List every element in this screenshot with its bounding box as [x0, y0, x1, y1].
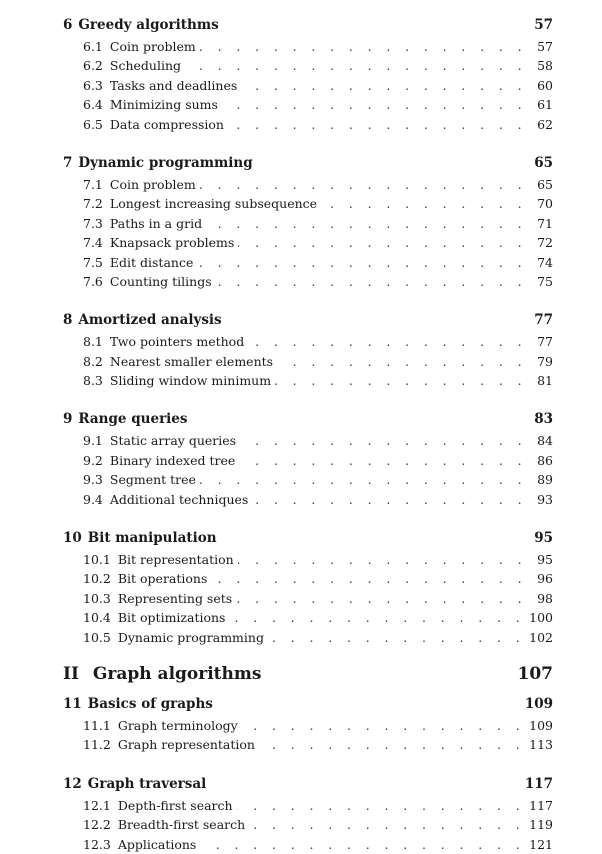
dot-leader [277, 352, 527, 371]
section-number: 10.3 [83, 590, 111, 606]
dot-leader [321, 194, 527, 213]
dot-leader [236, 589, 527, 608]
chapter-number: 10 [63, 530, 82, 547]
chapter-block [63, 408, 553, 527]
dot-leader [238, 233, 527, 252]
section-page-number: 75 [537, 273, 553, 289]
chapter-title: Dynamic programming [78, 154, 253, 171]
section-number: 6.4 [83, 97, 103, 113]
chapter-page-number: 65 [534, 154, 553, 171]
section-title: Graph terminology [117, 717, 238, 733]
section-title: Additional techniques [109, 491, 249, 507]
dot-leader [238, 550, 527, 569]
chapter-block [63, 14, 553, 152]
section-number: 8.3 [83, 373, 103, 389]
section-entry[interactable] [63, 76, 553, 95]
section-entry[interactable] [63, 253, 553, 272]
section-page-number: 100 [529, 610, 553, 626]
chapter-page-number: 109 [524, 695, 553, 712]
section-title: Coin problem [109, 39, 196, 54]
section-entry[interactable] [63, 796, 553, 815]
section-title: Dynamic programming [117, 629, 264, 645]
section-page-number: 81 [537, 373, 553, 389]
part-page-number: 107 [517, 663, 553, 684]
chapter-block [63, 152, 553, 309]
dot-leader [216, 272, 527, 291]
section-entry[interactable] [63, 332, 553, 351]
chapter-number: 7 [63, 154, 73, 171]
section-title: Bit operations [117, 571, 208, 587]
chapter-block [63, 693, 553, 773]
section-number: 7.3 [83, 215, 103, 231]
chapter-entry[interactable] [63, 693, 553, 716]
chapter-number: 9 [63, 411, 73, 428]
section-page-number: 61 [537, 97, 553, 113]
section-title: Bit optimizations [117, 610, 226, 626]
section-entry[interactable] [63, 95, 553, 114]
section-title: Scheduling [109, 58, 182, 74]
dot-leader [259, 735, 525, 754]
section-page-number: 109 [529, 717, 553, 733]
section-entry[interactable] [63, 214, 553, 233]
dot-leader [237, 796, 526, 815]
section-number: 9.2 [83, 452, 103, 468]
dot-leader [200, 470, 527, 489]
dot-leader [240, 431, 527, 450]
chapter-title: Basics of graphs [87, 695, 213, 712]
chapter-spacer [63, 291, 553, 309]
section-number: 7.5 [83, 254, 103, 270]
chapter-page-number: 95 [534, 530, 553, 547]
section-page-number: 119 [529, 817, 553, 833]
chapter-block [63, 309, 553, 408]
section-title: Breadth-first search [117, 817, 246, 833]
section-title: Static array queries [109, 433, 237, 449]
chapter-entry[interactable] [63, 408, 553, 431]
dot-leader [229, 608, 525, 627]
section-title: Applications [117, 836, 197, 852]
section-number: 9.4 [83, 491, 103, 507]
chapter-number: 6 [63, 17, 73, 33]
section-page-number: 62 [537, 116, 553, 132]
section-entry[interactable] [63, 233, 553, 252]
section-number: 11.2 [83, 737, 111, 753]
dot-leader [239, 451, 527, 470]
chapter-spacer [63, 755, 553, 773]
chapter-spacer [63, 134, 553, 152]
chapter-entry[interactable] [63, 773, 553, 796]
dot-leader [222, 95, 527, 114]
chapter-number: 12 [63, 775, 82, 792]
section-page-number: 93 [537, 491, 553, 507]
section-title: Knapsack problems [109, 235, 235, 251]
section-title: Segment tree [109, 472, 196, 488]
section-number: 12.3 [83, 836, 111, 852]
section-page-number: 70 [537, 196, 553, 212]
dot-leader [200, 175, 527, 194]
section-number: 7.1 [83, 176, 103, 192]
section-page-number: 60 [537, 77, 553, 93]
section-page-number: 77 [537, 334, 553, 350]
chapter-block [63, 527, 553, 647]
chapter-title: Range queries [78, 411, 188, 428]
chapter-number: 8 [63, 312, 73, 329]
dot-leader [211, 569, 527, 588]
section-entry[interactable] [63, 115, 553, 134]
section-title: Bit representation [117, 552, 234, 568]
chapter-page-number: 83 [534, 411, 553, 428]
section-entry[interactable] [63, 716, 553, 735]
section-number: 9.3 [83, 472, 103, 488]
section-entry[interactable] [63, 628, 553, 647]
chapter-title: Greedy algorithms [78, 17, 219, 33]
section-entry[interactable] [63, 490, 553, 509]
dot-leader [241, 76, 527, 95]
section-page-number: 84 [537, 433, 553, 449]
section-page-number: 102 [529, 629, 553, 645]
section-entry[interactable] [63, 371, 553, 390]
table-of-contents [63, 14, 553, 854]
chapter-entry[interactable] [63, 14, 553, 37]
section-title: Coin problem [109, 176, 196, 192]
dot-leader [275, 371, 527, 390]
chapter-number: 11 [63, 695, 82, 712]
dot-leader [268, 628, 525, 647]
chapter-spacer [63, 509, 553, 527]
chapter-title: Bit manipulation [87, 530, 217, 547]
section-number: 7.4 [83, 235, 103, 251]
section-title: Nearest smaller elements [109, 353, 274, 369]
section-page-number: 86 [537, 452, 553, 468]
section-title: Edit distance [109, 254, 194, 270]
section-title: Binary indexed tree [109, 452, 236, 468]
section-title: Paths in a grid [109, 215, 203, 231]
section-page-number: 117 [529, 797, 553, 813]
chapter-entry[interactable] [63, 152, 553, 175]
section-page-number: 71 [537, 215, 553, 231]
section-number: 10.5 [83, 629, 111, 645]
section-number: 11.1 [83, 717, 111, 733]
section-number: 10.1 [83, 552, 111, 568]
section-title: Two pointers method [109, 334, 245, 350]
section-title: Tasks and deadlines [109, 77, 238, 93]
section-entry[interactable] [63, 815, 553, 834]
chapter-page-number: 77 [534, 312, 553, 329]
section-page-number: 121 [529, 836, 553, 852]
section-title: Sliding window minimum [109, 373, 272, 389]
section-entry[interactable] [63, 37, 553, 56]
section-entry[interactable] [63, 470, 553, 489]
section-entry[interactable] [63, 175, 553, 194]
dot-leader [242, 716, 525, 735]
section-entry[interactable] [63, 451, 553, 470]
dot-leader [200, 835, 525, 854]
section-number: 8.2 [83, 353, 103, 369]
section-number: 7.6 [83, 273, 103, 289]
section-number: 10.2 [83, 571, 111, 587]
chapter-entry[interactable] [63, 309, 553, 332]
chapter-title: Amortized analysis [78, 312, 222, 329]
section-page-number: 74 [537, 254, 553, 270]
chapter-spacer [63, 390, 553, 408]
chapter-group [63, 693, 553, 854]
section-title: Depth-first search [117, 797, 233, 813]
section-number: 12.2 [83, 817, 111, 833]
section-entry[interactable] [63, 431, 553, 450]
dot-leader [200, 37, 527, 56]
section-entry[interactable] [63, 56, 553, 75]
section-number: 12.1 [83, 797, 111, 813]
section-entry[interactable] [63, 835, 553, 854]
section-page-number: 98 [537, 590, 553, 606]
section-page-number: 95 [537, 552, 553, 568]
section-title: Data compression [109, 116, 224, 132]
chapter-title: Graph traversal [87, 775, 207, 792]
section-title: Representing sets [117, 590, 233, 606]
section-entry[interactable] [63, 550, 553, 569]
section-title: Graph representation [117, 737, 255, 753]
dot-leader [249, 815, 525, 834]
section-entry[interactable] [63, 569, 553, 588]
chapter-entry[interactable] [63, 527, 553, 550]
section-entry[interactable] [63, 608, 553, 627]
dot-leader [252, 490, 527, 509]
part-heading[interactable] [63, 659, 553, 689]
section-number: 6.2 [83, 58, 103, 74]
section-entry[interactable] [63, 352, 553, 371]
section-number: 8.1 [83, 334, 103, 350]
section-entry[interactable] [63, 272, 553, 291]
section-number: 6.1 [83, 39, 103, 54]
section-page-number: 89 [537, 472, 553, 488]
dot-leader [206, 214, 527, 233]
chapter-page-number: 57 [534, 17, 553, 33]
section-page-number: 57 [537, 39, 553, 54]
section-page-number: 65 [537, 176, 553, 192]
section-number: 10.4 [83, 610, 111, 626]
dot-leader [197, 253, 527, 272]
part-number: II [63, 663, 79, 684]
chapter-block [63, 773, 553, 854]
section-number: 6.5 [83, 116, 103, 132]
section-title: Minimizing sums [109, 97, 218, 113]
section-title: Longest increasing subsequence [109, 196, 318, 212]
chapter-group [63, 14, 553, 647]
section-page-number: 72 [537, 235, 553, 251]
chapter-page-number: 117 [524, 775, 553, 792]
dot-leader [248, 332, 527, 351]
section-page-number: 96 [537, 571, 553, 587]
section-page-number: 79 [537, 353, 553, 369]
section-title: Counting tilings [109, 273, 212, 289]
section-number: 9.1 [83, 433, 103, 449]
dot-leader [185, 56, 527, 75]
section-entry[interactable] [63, 589, 553, 608]
part-title: Graph algorithms [92, 663, 262, 684]
section-page-number: 58 [537, 58, 553, 74]
section-number: 7.2 [83, 196, 103, 212]
section-page-number: 113 [529, 737, 553, 753]
section-entry[interactable] [63, 194, 553, 213]
dot-leader [228, 115, 527, 134]
section-number: 6.3 [83, 77, 103, 93]
section-entry[interactable] [63, 735, 553, 754]
